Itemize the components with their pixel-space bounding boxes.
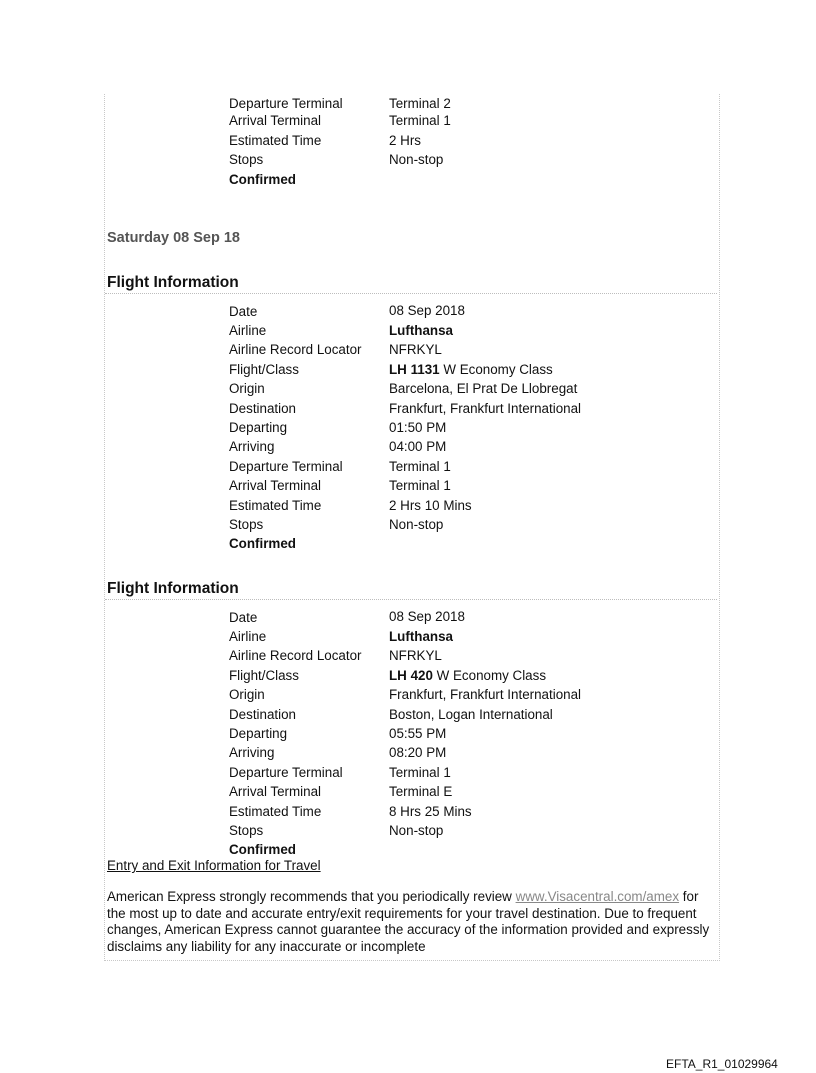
- departing-label: Departing: [229, 726, 288, 741]
- date-value: 08 Sep 2018: [389, 303, 465, 318]
- departing-label: Departing: [229, 420, 288, 435]
- stops-label: Stops: [229, 823, 264, 838]
- arriving-value: 04:00 PM: [389, 439, 447, 454]
- arriving-value: 08:20 PM: [389, 745, 447, 760]
- date-label: Date: [229, 610, 258, 625]
- airline-label: Airline: [229, 629, 267, 644]
- day-heading: Saturday 08 Sep 18: [107, 230, 240, 246]
- estimated-time-value: 8 Hrs 25 Mins: [389, 804, 472, 819]
- record-locator-value: NFRKYL: [389, 342, 442, 357]
- stops-value: Non-stop: [389, 517, 444, 532]
- date-value: 08 Sep 2018: [389, 609, 465, 624]
- detail-value: Non-stop: [389, 152, 444, 167]
- detail-label: Estimated Time: [229, 133, 322, 148]
- detail-label: Arrival Terminal: [229, 113, 322, 128]
- cabin-class: W Economy Class: [432, 668, 547, 683]
- destination-value: Frankfurt, Frankfurt International: [389, 401, 582, 416]
- estimated-time-value: 2 Hrs 10 Mins: [389, 498, 472, 513]
- flight-number: LH 1131: [389, 362, 440, 377]
- origin-label: Origin: [229, 687, 265, 702]
- section-divider: [105, 293, 717, 294]
- airline-value: Lufthansa: [389, 629, 453, 644]
- entry-exit-notice: [107, 889, 717, 955]
- section-title: Flight Information: [107, 274, 239, 291]
- date-label: Date: [229, 304, 258, 319]
- departure-terminal-value: Terminal 1: [389, 459, 451, 474]
- origin-value: Frankfurt, Frankfurt International: [389, 687, 582, 702]
- document-id: EFTA_R1_01029964: [666, 1057, 778, 1071]
- arriving-label: Arriving: [229, 439, 275, 454]
- flight-class-label: Flight/Class: [229, 668, 299, 683]
- stops-value: Non-stop: [389, 823, 444, 838]
- arriving-label: Arriving: [229, 745, 275, 760]
- departing-value: 01:50 PM: [389, 420, 447, 435]
- destination-label: Destination: [229, 707, 296, 722]
- departure-terminal-label: Departure Terminal: [229, 459, 343, 474]
- status-confirmed: Confirmed: [229, 842, 296, 857]
- destination-label: Destination: [229, 401, 296, 416]
- airline-label: Airline: [229, 323, 267, 338]
- airline-value: Lufthansa: [389, 323, 453, 338]
- estimated-time-label: Estimated Time: [229, 498, 322, 513]
- arrival-terminal-label: Arrival Terminal: [229, 478, 322, 493]
- detail-label: Departure Terminal: [229, 96, 343, 111]
- detail-value: Terminal 1: [389, 113, 451, 128]
- notice-text-continued: for the most up to date and accurate entry/exit requirements for your travel destination. Due to frequent changes, American Express cannot guarantee the accuracy of the information provided and expressly disclaims any liability for any inaccurate or incomplete: [107, 889, 710, 954]
- flight-class-value: [389, 668, 546, 684]
- arrival-terminal-value: Terminal E: [389, 784, 453, 799]
- notice-text: American Express strongly recommends that you periodically review: [107, 889, 516, 904]
- arrival-terminal-label: Arrival Terminal: [229, 784, 322, 799]
- origin-label: Origin: [229, 381, 265, 396]
- record-locator-label: Airline Record Locator: [229, 648, 362, 663]
- itinerary-document: [104, 94, 720, 961]
- estimated-time-label: Estimated Time: [229, 804, 322, 819]
- arrival-terminal-value: Terminal 1: [389, 478, 451, 493]
- section-title: Flight Information: [107, 580, 239, 597]
- origin-value: Barcelona, El Prat De Llobregat: [389, 381, 578, 396]
- departure-terminal-value: Terminal 1: [389, 765, 451, 780]
- departure-terminal-label: Departure Terminal: [229, 765, 343, 780]
- status-confirmed: Confirmed: [229, 536, 296, 551]
- visacentral-link[interactable]: www.Visacentral.com/amex: [515, 889, 680, 904]
- status-confirmed: Confirmed: [229, 172, 296, 187]
- destination-value: Boston, Logan International: [389, 707, 553, 722]
- flight-class-value: [389, 362, 553, 378]
- detail-value: Terminal 2: [389, 96, 451, 111]
- section-divider: [105, 599, 717, 600]
- record-locator-value: NFRKYL: [389, 648, 442, 663]
- cabin-class: W Economy Class: [439, 362, 553, 377]
- detail-label: Stops: [229, 152, 264, 167]
- stops-label: Stops: [229, 517, 264, 532]
- departing-value: 05:55 PM: [389, 726, 447, 741]
- detail-value: 2 Hrs: [389, 133, 421, 148]
- record-locator-label: Airline Record Locator: [229, 342, 362, 357]
- flight-class-label: Flight/Class: [229, 362, 299, 377]
- entry-exit-title: Entry and Exit Information for Travel: [107, 858, 321, 873]
- flight-number: LH 420: [389, 668, 433, 683]
